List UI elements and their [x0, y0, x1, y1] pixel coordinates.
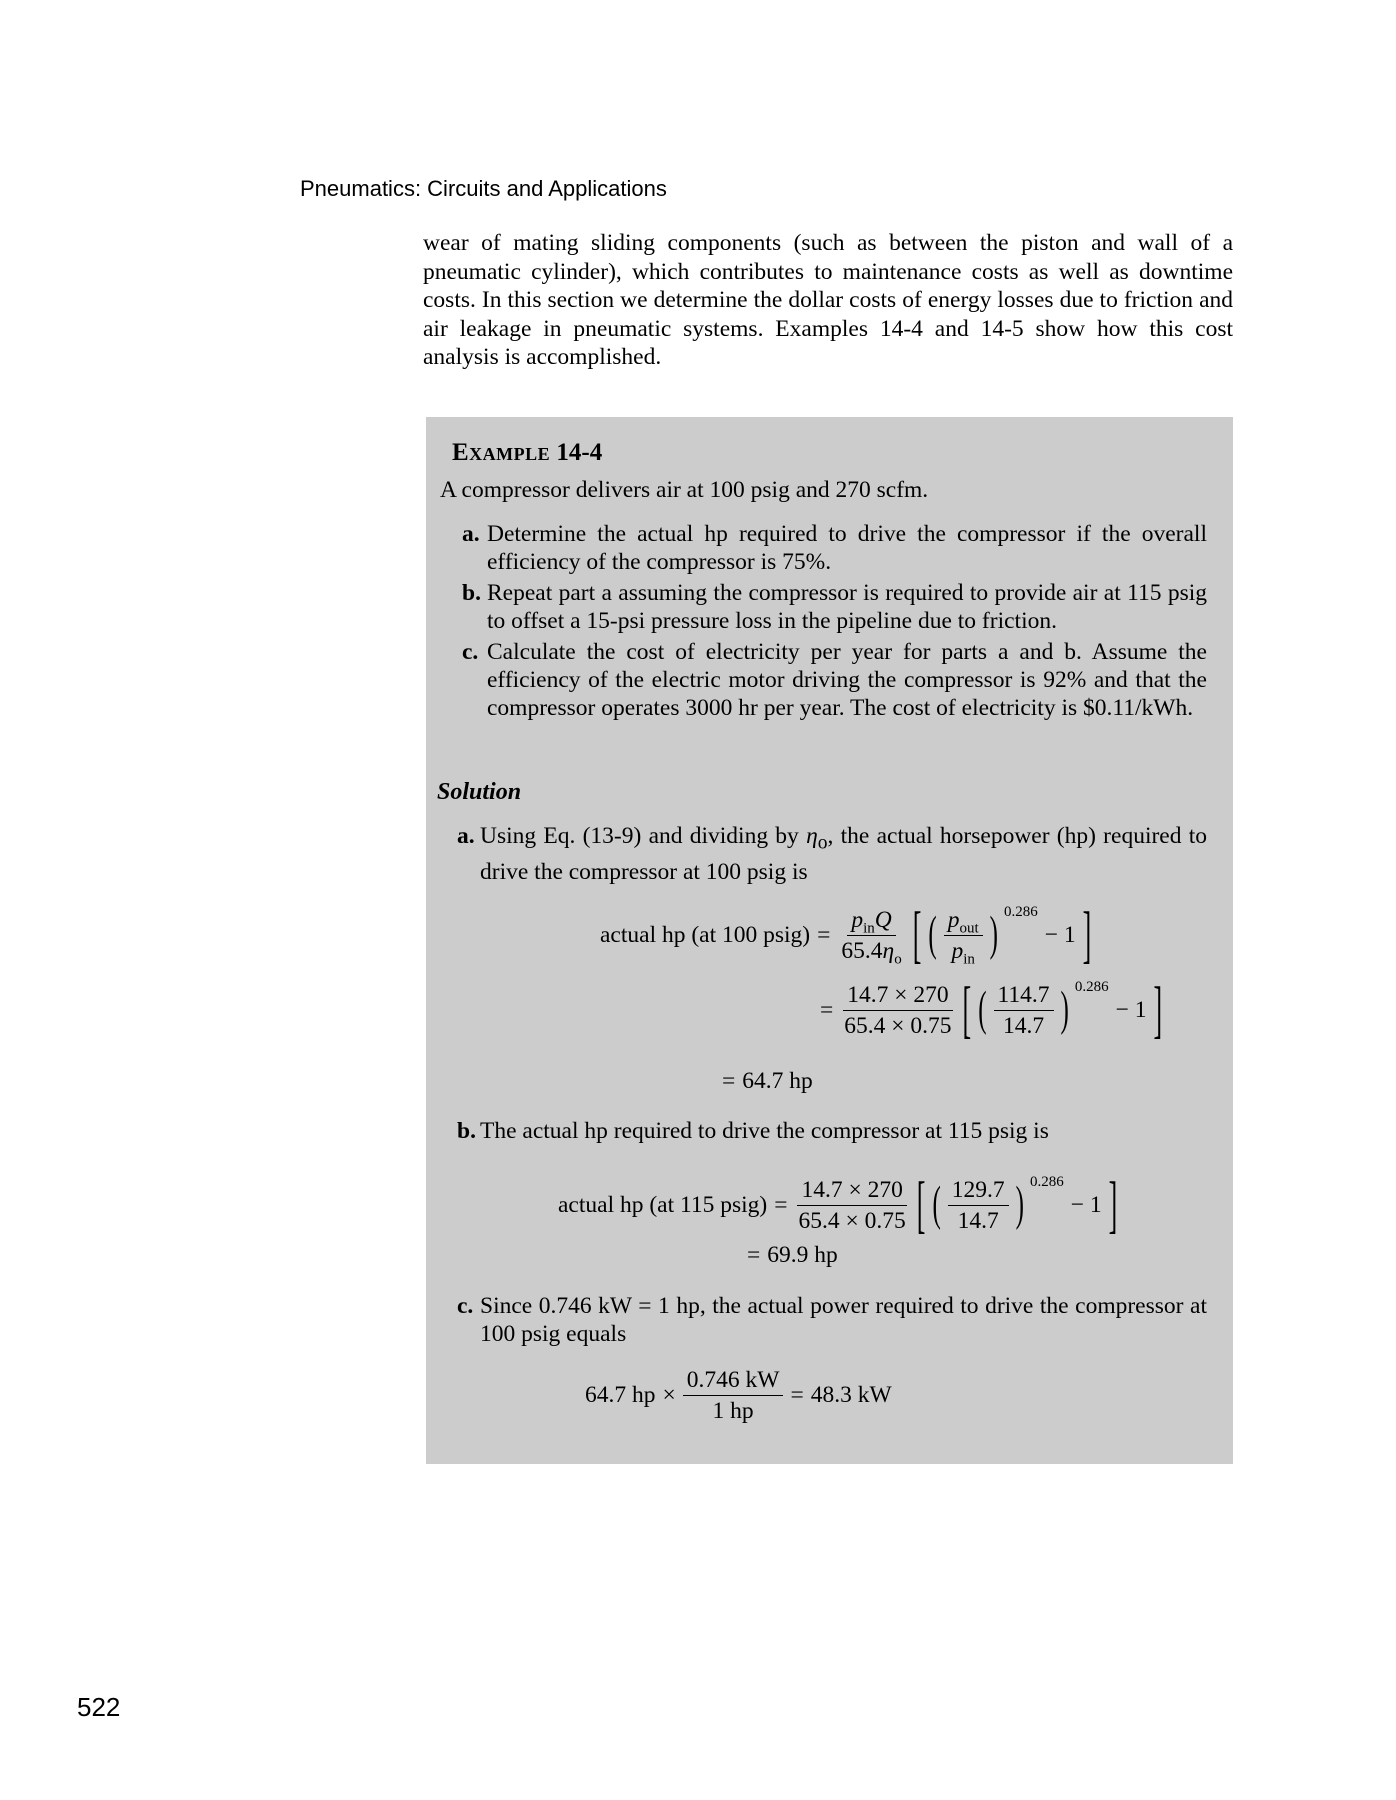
result-value: 64.7 hp [742, 1068, 813, 1094]
problem-item-a [462, 520, 1207, 576]
example-heading [452, 439, 602, 467]
equation-b-line2 [747, 1242, 838, 1269]
page-number: 522 [77, 1692, 121, 1722]
numerator: 114.7 [994, 982, 1054, 1011]
numerator: 14.7 × 270 [843, 982, 952, 1011]
equation-a-line1 [600, 898, 1092, 970]
minus-one: − 1 [1115, 997, 1147, 1023]
denominator: 1 hp [712, 1398, 754, 1424]
solution-item-b [457, 1117, 1207, 1145]
equation-a-line3 [722, 1068, 813, 1095]
problem-item-b [462, 579, 1207, 635]
right-bracket: ] [1153, 973, 1163, 1045]
denominator: 65.4 × 0.75 [798, 1208, 906, 1234]
numerator: $p_{in}Q$ [847, 907, 895, 936]
equals-sign: = [747, 1242, 761, 1268]
example-box [426, 417, 1233, 1464]
exponent: 0.286 [1003, 904, 1038, 920]
problem-list [462, 520, 1207, 725]
equation-c [585, 1367, 892, 1424]
denominator: $p_{in}$ [951, 938, 975, 968]
item-marker: b. [462, 580, 481, 606]
result-value: 69.9 hp [767, 1242, 838, 1268]
running-head: Pneumatics: Circuits and Applications [300, 176, 667, 201]
equals-sign: = [774, 1192, 788, 1218]
minus-one: − 1 [1070, 1192, 1102, 1218]
equation-b-line1 [558, 1168, 1118, 1240]
times-sign: × [662, 1382, 676, 1408]
equals-sign: = [817, 922, 831, 948]
intro-paragraph: wear of mating sliding components (such as between the piston and wall of a pneumatic cylinder), which contributes to maintenance costs as well as downtime costs. In this section we determine the dollar costs of energy losses due to friction and air leakage in pneumatic systems. Examples 14-4 and 14-5 show how this cost analysis is accomplished. [423, 230, 1233, 370]
item-marker: a. [457, 823, 475, 849]
equation-lhs: 64.7 hp [585, 1382, 656, 1408]
left-bracket: [ [962, 973, 972, 1045]
right-bracket: ] [1108, 1168, 1118, 1240]
item-text: Repeat part a assuming the compressor is required to provide air at 115 psig to offset a 15-psi pressure loss in the pipeline due to friction. [487, 580, 1207, 634]
denominator: 65.4 × 0.75 [844, 1013, 952, 1039]
item-text: The actual hp required to drive the compressor at 115 psig is [480, 1118, 1049, 1144]
right-paren: ) [1060, 983, 1069, 1036]
example-number: 14-4 [556, 439, 603, 466]
left-bracket: [ [916, 1168, 926, 1240]
solution-item-c [457, 1292, 1207, 1348]
item-marker: b. [457, 1118, 476, 1144]
fraction [795, 1177, 910, 1234]
fraction [683, 1367, 784, 1424]
denominator: 14.7 [1002, 1013, 1045, 1039]
fraction [994, 982, 1054, 1039]
denominator: $65.4\eta_o$ [841, 938, 902, 968]
equals-sign: = [820, 997, 834, 1023]
item-marker: c. [457, 1293, 474, 1319]
item-marker: a. [462, 521, 480, 547]
minus-one: − 1 [1044, 922, 1076, 948]
numerator: 14.7 × 270 [797, 1177, 906, 1206]
eta-subscript: o [817, 832, 828, 854]
item-text: Calculate the cost of electricity per year for parts a and b. Assume the efficiency of the electric motor driving the compressor is 92% and that the compressor operates 3000 hr per year. The cost of electricity is $0.11/kWh. [487, 639, 1207, 721]
item-marker: c. [462, 639, 479, 665]
exponent: 0.286 [1030, 1174, 1064, 1190]
right-paren: ) [989, 908, 998, 961]
exponent: 0.286 [1074, 979, 1109, 995]
equation-lhs: actual hp (at 100 psig) [600, 922, 811, 948]
right-paren: ) [1015, 1178, 1024, 1231]
equation-lhs: actual hp (at 115 psig) [558, 1192, 768, 1218]
fraction [837, 907, 905, 968]
fraction [944, 907, 983, 968]
item-text: Using Eq. (13-9) and dividing by $\eta_o$, the actual horsepower (hp) required to drive the compressor at 100 psig is [480, 823, 1207, 885]
numerator: 0.746 kW [683, 1367, 784, 1396]
problem-item-c [462, 638, 1207, 722]
denominator: 14.7 [957, 1208, 999, 1234]
numerator: $p_{out}$ [944, 907, 983, 936]
numerator: 129.7 [948, 1177, 1009, 1206]
equals-sign: = [790, 1382, 804, 1408]
eta-symbol: η [806, 823, 818, 849]
equals-sign: = [722, 1068, 736, 1094]
left-paren: ( [978, 983, 987, 1036]
example-intro: A compressor delivers air at 100 psig and 270 scfm. [440, 477, 929, 503]
solution-heading: Solution [437, 779, 522, 805]
fraction [948, 1177, 1009, 1234]
item-text: Since 0.746 kW = 1 hp, the actual power required to drive the compressor at 100 psig equals [480, 1293, 1207, 1347]
item-text: Determine the actual hp required to drive the compressor if the overall efficiency of the compressor is 75%. [487, 521, 1207, 575]
left-paren: ( [932, 1178, 941, 1231]
right-bracket: ] [1082, 898, 1092, 970]
fraction [840, 982, 955, 1039]
example-label: Example [452, 439, 551, 466]
result-value: 48.3 kW [810, 1382, 892, 1408]
left-bracket: [ [912, 898, 922, 970]
left-paren: ( [928, 908, 937, 961]
solution-item-a [457, 822, 1207, 886]
equation-a-line2 [820, 973, 1163, 1045]
